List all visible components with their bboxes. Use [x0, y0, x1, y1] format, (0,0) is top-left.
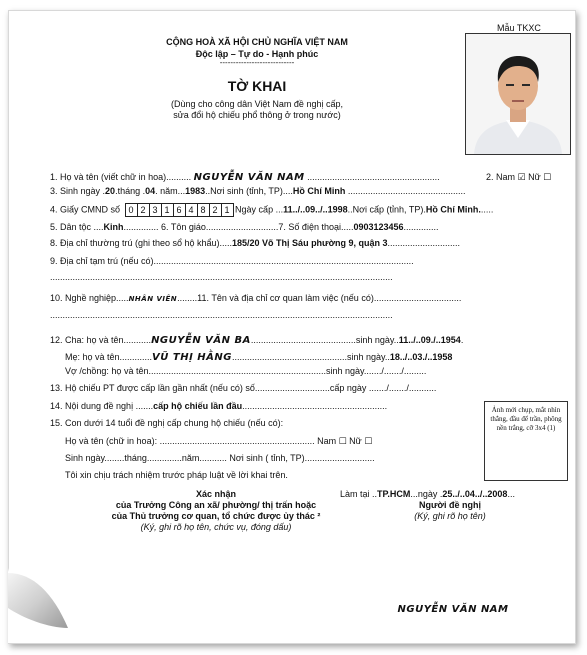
ethnicity-value[interactable]: Kinh: [103, 222, 124, 232]
confirm-note: (Ký, ghi rõ họ tên, chức vụ, đóng dấu): [140, 522, 292, 532]
employer-label: ........11. Tên và địa chỉ cơ quan làm việc (nếu có)...................................: [177, 293, 462, 303]
page-curl: [8, 568, 128, 643]
applicant-signature: NGUYỄN VĂN NAM: [397, 604, 509, 615]
form-subtitle-1: (Dùng cho công dân Việt Nam đề nghị cấp,: [171, 99, 343, 109]
header-rule: ----------------------------: [219, 58, 295, 67]
birth-year[interactable]: 1983: [185, 186, 206, 196]
gender-field[interactable]: 2. Nam ☑ Nữ ☐: [486, 172, 552, 182]
line-10: [50, 293, 461, 303]
permanent-address-value[interactable]: 185/20 Võ Thị Sáu phường 9, quận 3: [232, 238, 388, 248]
id-digit-box[interactable]: 2: [209, 203, 222, 217]
sign-date-value[interactable]: 25../..04../..2008: [442, 489, 508, 499]
applicant-photo: [465, 33, 571, 155]
full-name-value[interactable]: NGUYỄN VĂN NAM: [193, 172, 305, 183]
full-name-label: 1. Họ và tên (viết chữ in hoa): [50, 172, 167, 182]
birth-label: 3. Sinh ngày .: [50, 186, 106, 196]
issue-place-label: ..Nơi cấp (tỉnh, TP).: [347, 204, 426, 215]
id-digit-box[interactable]: 6: [173, 203, 186, 217]
id-digit-box[interactable]: 4: [185, 203, 198, 217]
birth-month-label: .tháng .: [115, 186, 146, 196]
issue-date-value[interactable]: 11../..09../..1998: [283, 204, 348, 215]
mother-name[interactable]: VŨ THỊ HẰNG: [152, 352, 232, 363]
birth-month[interactable]: 04: [145, 186, 156, 196]
child-birth-line[interactable]: Sinh ngày........tháng..............năm........... Nơi sinh ( tỉnh, TP)............................: [65, 453, 375, 463]
occupation-value[interactable]: NHÂN VIÊN: [128, 295, 178, 303]
id-digit-box[interactable]: 0: [125, 203, 138, 217]
children-label: 15. Con dưới 14 tuổi đề nghị cấp chung hộ chiếu (nếu có):: [50, 418, 284, 428]
id-number-label: 4. Giấy CMND số: [50, 204, 121, 215]
portrait-image: [466, 34, 570, 154]
request-dots: ..........................................................: [242, 401, 388, 411]
id-number-boxes[interactable]: [125, 203, 233, 217]
confirm-line-2: của Thủ trưởng cơ quan, tổ chức được ủy thác ²: [111, 511, 321, 521]
sign-place-value[interactable]: TP.HCM: [377, 489, 411, 499]
phone-value[interactable]: 0903123456: [353, 222, 404, 232]
ethnicity-label: 5. Dân tộc ....: [50, 222, 104, 232]
country-name: CỘNG HOÀ XÃ HỘI CHỦ NGHĨA VIỆT NAM: [166, 37, 348, 47]
mother-birth-date[interactable]: 18../..03./..1958: [389, 352, 453, 362]
request-value[interactable]: cấp hộ chiếu lần đầu: [153, 401, 243, 411]
id-digit-box[interactable]: 3: [149, 203, 162, 217]
issue-place-value[interactable]: Hồ Chí Minh.: [425, 204, 481, 215]
father-name[interactable]: NGUYỄN VĂN BA: [151, 335, 251, 346]
issue-date-label: Ngày cấp ...: [235, 204, 284, 215]
line-8: 8. Địa chỉ thường trú (ghi theo sổ hộ khẩu).....185/20 Võ Thị Sáu phường 9, quận 3.............................: [50, 238, 460, 248]
line-5: 5. Dân tộc ....Kinh.............. 6. Tôn giáo.............................7. Số điện thoại.....0903123456..............: [50, 222, 439, 232]
child-photo-box: Ảnh mới chụp, mắt nhìn thẳng, đầu để trần, phông nền trắng, cỡ 3x4 (1): [484, 401, 568, 481]
motto: Độc lập – Tự do - Hạnh phúc: [195, 49, 319, 59]
blank-line-1: .........................................................................................................................................: [50, 272, 393, 282]
permanent-address-label: 8. Địa chỉ thường trú (ghi theo sổ hộ khẩu).....: [50, 238, 233, 248]
mother-birth-label: ..............................................sinh ngày..: [231, 352, 390, 362]
confirm-line-1: của Trưởng Công an xã/ phường/ thị trấn hoặc: [115, 500, 317, 510]
id-digit-box[interactable]: 2: [137, 203, 150, 217]
mother-label: Mẹ: họ và tên.............: [65, 352, 153, 362]
sign-date-label: ...ngày .: [410, 489, 443, 499]
religion-phone-label: .............. 6. Tôn giáo.............................7. Số điện thoại.....: [123, 222, 354, 232]
applicant-note: (Ký, ghi rõ họ tên): [414, 511, 486, 521]
line-4: 4. Giấy CMND số 0 2 3 1 6 4 8 2 1 Ngày cấp ...11../..09../..1998..Nơi cấp (tỉnh, TP).Hồ Chí Minh......: [50, 204, 494, 215]
mother-line: [65, 352, 452, 363]
birth-day[interactable]: 20: [105, 186, 116, 196]
declaration: Tôi xin chịu trách nhiệm trước pháp luật về lời khai trên.: [65, 470, 288, 480]
sign-place-label: Làm tại ..: [340, 489, 378, 499]
birthplace-value[interactable]: Hồ Chí Minh: [292, 186, 346, 196]
father-label: 12. Cha: họ và tên...........: [50, 335, 152, 345]
birthplace-label: ..Nơi sinh (tỉnh, TP)....: [205, 186, 293, 196]
sign-place-date: [340, 489, 515, 499]
father-birth-label: ..........................................sinh ngày..: [250, 335, 399, 345]
birth-year-label: . năm...: [155, 186, 186, 196]
line-3: 3. Sinh ngày .20.tháng .04. năm...1983..Nơi sinh (tỉnh, TP)....Hồ Chí Minh ...............................................: [50, 186, 466, 196]
blank-line-2: .........................................................................................................................................: [50, 310, 393, 320]
form-code: Mẫu TKXC: [497, 23, 541, 33]
spouse-line[interactable]: Vợ /chồng: họ và tên.......................................................................sinh ngày......./......./.........: [65, 366, 427, 376]
previous-passport-line[interactable]: 13. Hộ chiếu PT được cấp lần gần nhất (nếu có) số..............................cấp ngày ......./......./...........: [50, 383, 437, 393]
temporary-address-line[interactable]: 9. Địa chỉ tạm trú (nếu có)........................................................................................................: [50, 256, 414, 266]
sign-date-dots: ...: [507, 489, 515, 499]
form-title: TỜ KHAI: [227, 78, 287, 94]
child-name-line[interactable]: Họ và tên (chữ in hoa): .............................................................. Nam ☐ Nữ ☐: [65, 436, 373, 446]
id-digit-box[interactable]: 1: [221, 203, 234, 217]
father-birth-date[interactable]: 11../..09./..1954: [398, 335, 461, 345]
form-subtitle-2: sửa đổi hộ chiếu phổ thông ở trong nước): [173, 110, 341, 120]
line-14: [50, 401, 387, 411]
id-digit-box[interactable]: 1: [161, 203, 174, 217]
confirm-title: Xác nhận: [195, 489, 237, 499]
occupation-label: 10. Nghề nghiệp.....: [50, 293, 129, 303]
line-12: 12. Cha: họ và tên...........NGUYỄN VĂN BA..........................................sinh ngày..11../..09./..1954.: [50, 335, 464, 346]
request-label: 14. Nội dung đề nghị .......: [50, 401, 154, 411]
applicant-title: Người đề nghị: [419, 500, 481, 510]
id-digit-box[interactable]: 8: [197, 203, 210, 217]
line-1: 1. Họ và tên (viết chữ in hoa).......... NGUYỄN VĂN NAM .....................................................: [50, 172, 440, 183]
